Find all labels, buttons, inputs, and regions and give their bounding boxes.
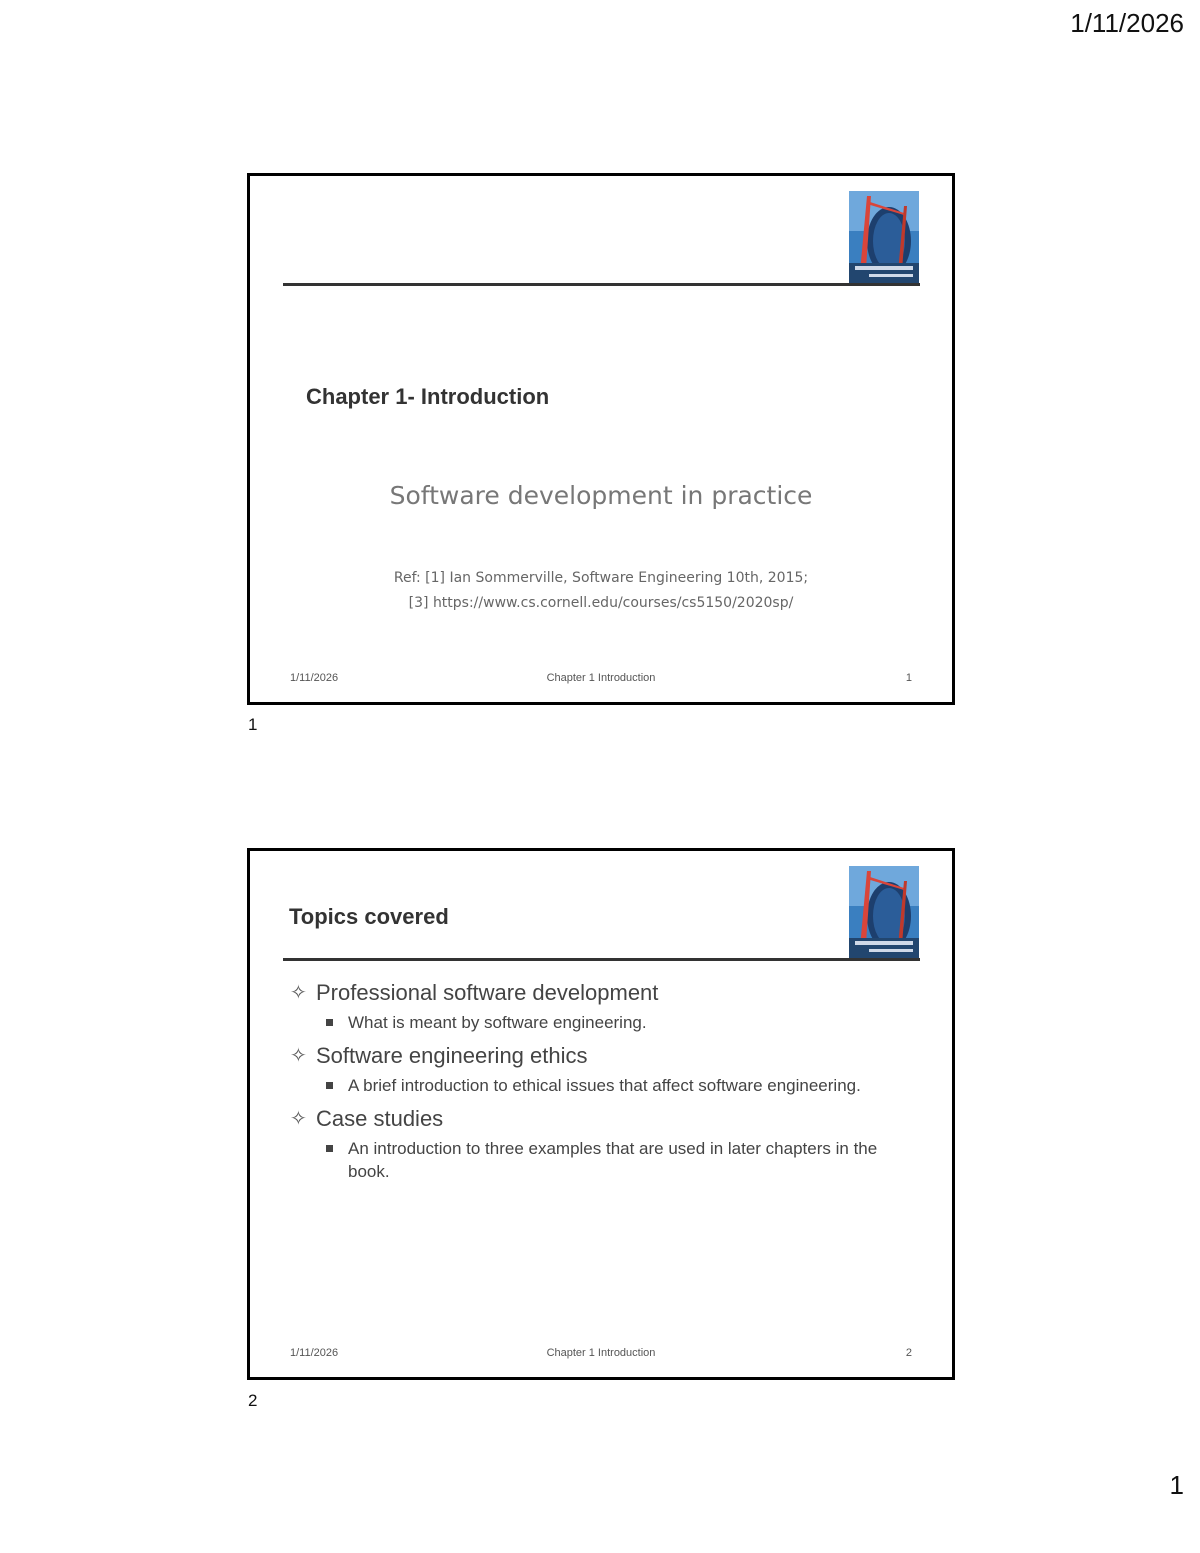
title-rule: [283, 958, 920, 961]
star-outline-icon: ✧: [290, 982, 307, 1004]
slide-footer: [290, 1347, 912, 1363]
topic-item: [290, 1042, 910, 1097]
footer-slide-number: 1: [905, 672, 912, 684]
cover-image-graphic: [849, 191, 919, 283]
reference-line-2: [3] https://www.cs.cornell.edu/courses/cs5150/2020sp/: [408, 595, 794, 611]
square-bullet-icon: [326, 1145, 333, 1152]
star-outline-icon: ✧: [290, 1108, 307, 1130]
sub-list: [290, 1137, 910, 1183]
slide-subtitle: Software development in practice: [389, 481, 813, 510]
slide-footer: [290, 672, 912, 688]
sub-list: [290, 1074, 910, 1097]
cover-image-graphic: [849, 866, 919, 958]
slide-label-1: 1: [248, 715, 258, 734]
sub-item-text: What is meant by software engineering.: [348, 1013, 647, 1032]
reference-line-1: Ref: [1] Ian Sommerville, Software Engineering 10th, 2015;: [393, 570, 809, 586]
sub-item: [326, 1011, 910, 1034]
slide-2: [247, 848, 955, 1380]
sub-list: [290, 1011, 910, 1034]
footer-date: 1/11/2026: [290, 672, 339, 684]
topic-item: [290, 1105, 910, 1183]
slide-1: [247, 173, 955, 705]
cover-image: [849, 191, 919, 283]
square-bullet-icon: [326, 1019, 333, 1026]
topic-item: [290, 979, 910, 1034]
title-rule: [283, 283, 920, 286]
cover-image: [849, 866, 919, 958]
square-bullet-icon: [326, 1082, 333, 1089]
topic-text: Software engineering ethics: [316, 1043, 588, 1068]
footer-title: Chapter 1 Introduction: [546, 1347, 656, 1359]
sub-item: [326, 1074, 910, 1097]
chapter-title: Chapter 1- Introduction: [306, 384, 550, 409]
topics-list: [290, 979, 910, 1191]
page-number: 1: [1169, 1470, 1184, 1500]
footer-date: 1/11/2026: [290, 1347, 339, 1359]
star-outline-icon: ✧: [290, 1045, 307, 1067]
sub-item-text: An introduction to three examples that are used in later chapters in the book.: [348, 1139, 878, 1181]
slide-label-2: 2: [248, 1391, 258, 1410]
topic-text: Professional software development: [316, 980, 659, 1005]
page-date: 1/11/2026: [1070, 8, 1184, 38]
footer-slide-number: 2: [905, 1347, 912, 1359]
footer-title: Chapter 1 Introduction: [546, 672, 656, 684]
slide-title: Topics covered: [289, 904, 449, 929]
sub-item-text: A brief introduction to ethical issues that affect software engineering.: [348, 1076, 861, 1095]
topic-text: Case studies: [316, 1106, 444, 1131]
sub-item: [326, 1137, 910, 1183]
